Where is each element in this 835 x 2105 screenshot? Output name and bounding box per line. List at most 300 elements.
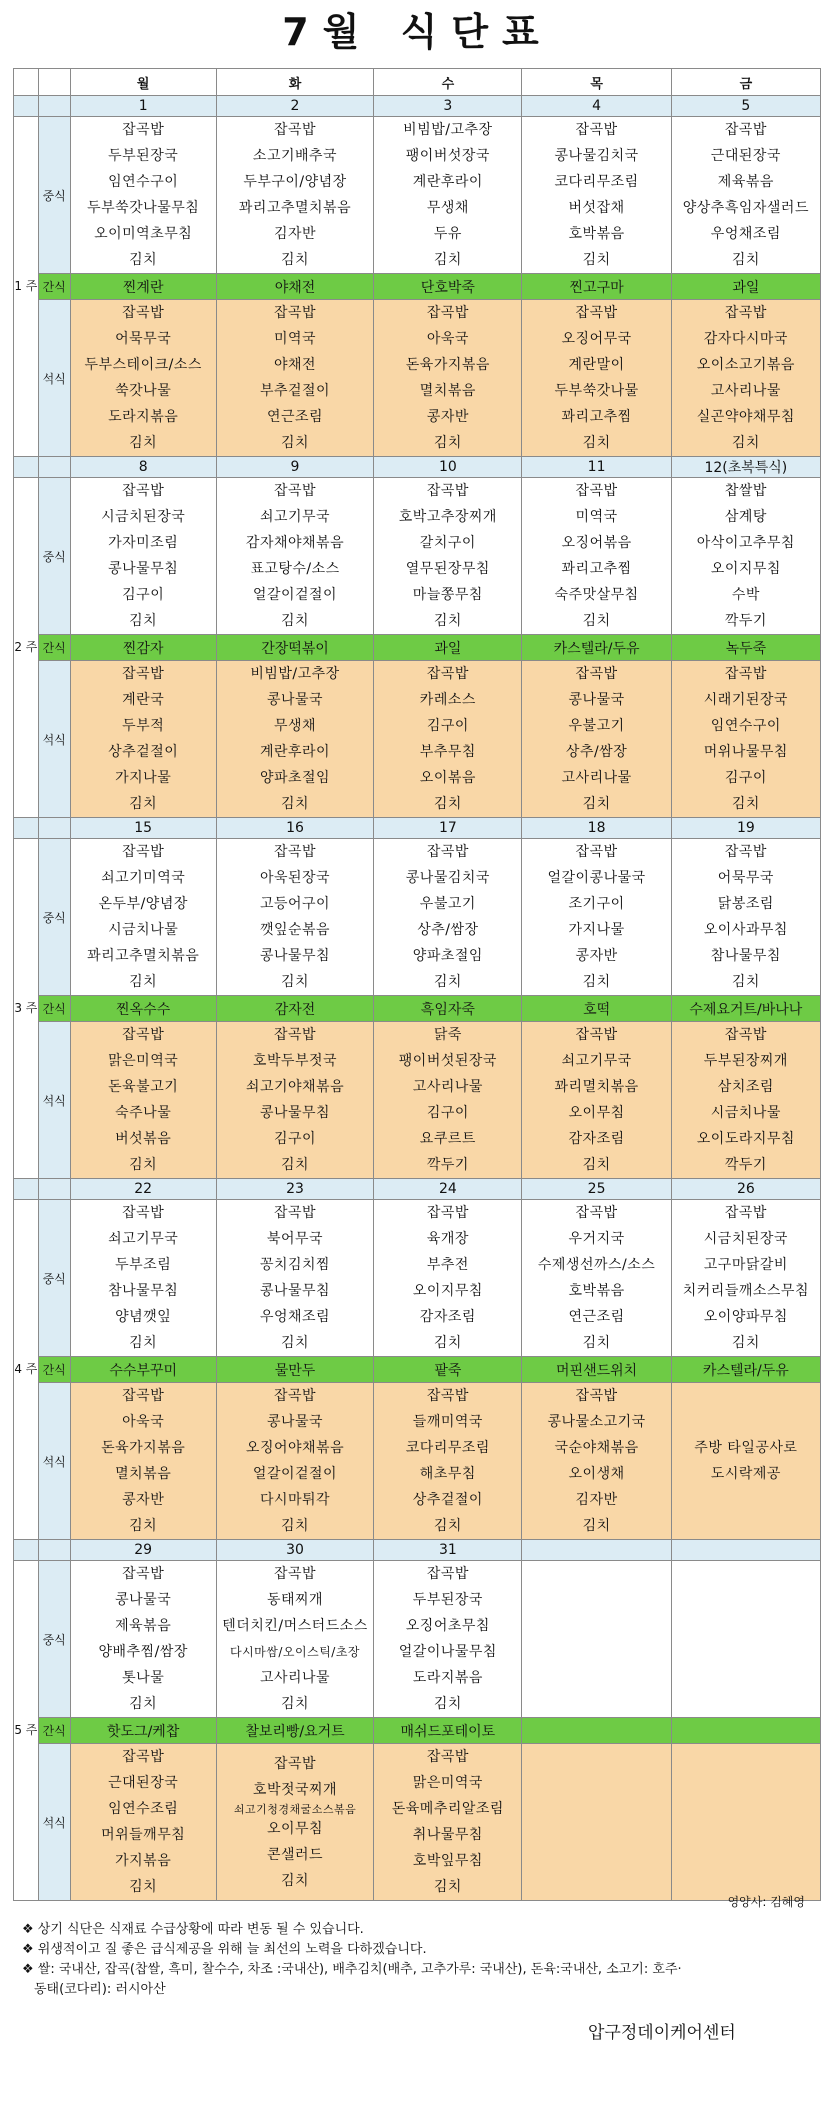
menu-item: 김치 [433, 1879, 462, 1895]
date-cell: 12(초복특식) [671, 457, 820, 478]
menu-item: 조기구이 [568, 896, 625, 912]
menu-item: 김치 [129, 613, 158, 629]
menu-item: 해초무침 [419, 1466, 476, 1482]
menu-item: 오이생채 [568, 1466, 625, 1482]
snack-menu-cell: 찰보리빵/요거트 [216, 1718, 373, 1744]
week-label: 4 주 [14, 1200, 39, 1540]
menu-item: 오이사과무침 [703, 922, 788, 938]
menu-item: 가지나물 [115, 770, 172, 786]
menu-item: 김구이 [273, 1131, 317, 1147]
lunch-menu-cell [522, 839, 671, 996]
menu-item: 김치 [582, 252, 611, 268]
menu-item: 김치 [731, 1335, 760, 1351]
menu-item: 오이무침 [568, 1105, 625, 1121]
snack-menu-cell: 카스텔라/두유 [522, 635, 671, 661]
menu-item: 고사리나물 [259, 1670, 331, 1686]
menu-item: 두부적 [122, 718, 165, 734]
dinner-menu-cell [374, 661, 522, 818]
snack-menu-cell: 찐감자 [70, 635, 216, 661]
page-title: 7월 식단표 [282, 10, 553, 54]
dinner-menu-cell [70, 1022, 216, 1179]
menu-item: 숙주맛살무침 [554, 587, 639, 603]
menu-item: 콩나물소고기국 [547, 1414, 646, 1430]
menu-item: 두부된장찌개 [703, 1053, 788, 1069]
menu-item: 깻잎순볶음 [259, 922, 331, 938]
day-header: 월 [70, 69, 216, 96]
menu-item: 머위들깨무침 [101, 1827, 186, 1843]
menu-item: 아욱국 [426, 331, 469, 347]
menu-item: 시금치나물 [108, 922, 179, 938]
lunch-menu-cell [522, 117, 671, 274]
menu-item: 잡곡밥 [426, 1566, 469, 1582]
menu-item: 얼갈이겉절이 [252, 587, 338, 603]
date-row-blank [38, 818, 70, 839]
menu-item: 계란후라이 [412, 174, 483, 190]
center-name: 압구정데이케어센터 [588, 2023, 736, 2043]
menu-item: 부추겉절이 [259, 383, 331, 399]
menu-item: 양파초절임 [259, 770, 331, 786]
menu-item: 맑은미역국 [412, 1775, 483, 1791]
menu-item: 두부구이/양념장 [243, 174, 347, 190]
dinner-menu-cell [70, 1383, 216, 1540]
menu-item: 오징어볶음 [561, 535, 632, 551]
dinner-notice-line: 주방 타일공사로 [694, 1440, 798, 1456]
dinner-menu-cell [70, 661, 216, 818]
lunch-row [14, 117, 821, 274]
menu-item: 아욱된장국 [259, 870, 331, 886]
lunch-menu-cell [522, 478, 671, 635]
menu-item: 잡곡밥 [122, 483, 165, 499]
menu-item: 연근조림 [266, 409, 324, 425]
menu-item: 맑은미역국 [108, 1053, 179, 1069]
dinner-menu-cell [216, 1744, 373, 1901]
menu-table [13, 68, 821, 1901]
menu-item: 시래기된장국 [703, 692, 788, 708]
menu-item: 우엉채조림 [259, 1309, 331, 1325]
menu-item: 미역국 [575, 509, 618, 525]
snack-menu-cell: 야채전 [216, 274, 373, 300]
menu-item: 김치 [129, 252, 158, 268]
lunch-menu-cell [216, 839, 373, 996]
menu-item: 오이지무침 [412, 1283, 483, 1299]
menu-item: 고등어구이 [259, 896, 331, 912]
empty-menu-cell [522, 1744, 671, 1901]
menu-item: 김치 [433, 1696, 462, 1712]
menu-item: 열무된장무침 [405, 561, 490, 577]
menu-item: 김치 [433, 252, 462, 268]
menu-item: 잡곡밥 [273, 1205, 317, 1221]
menu-item: 제육볶음 [717, 174, 774, 190]
date-row [14, 96, 821, 117]
menu-item: 상추겉절이 [412, 1492, 483, 1508]
date-cell: 17 [374, 818, 522, 839]
day-header: 목 [522, 69, 671, 96]
menu-item: 시금치나물 [710, 1105, 781, 1121]
date-cell: 10 [374, 457, 522, 478]
menu-item: 깍두기 [426, 1157, 469, 1173]
menu-item: 찹쌀밥 [724, 483, 767, 499]
date-cell: 31 [374, 1540, 522, 1561]
menu-item: 잡곡밥 [122, 844, 165, 860]
menu-item: 우불고기 [419, 896, 476, 912]
day-header: 금 [671, 69, 820, 96]
menu-item: 깍두기 [724, 613, 767, 629]
menu-item: 오징어무국 [561, 331, 632, 347]
date-cell: 24 [374, 1179, 522, 1200]
menu-item: 잡곡밥 [122, 1566, 165, 1582]
menu-item: 계란국 [122, 692, 165, 708]
lunch-menu-cell [522, 1200, 671, 1357]
menu-item: 호박볶음 [568, 1283, 625, 1299]
menu-item: 부추무침 [419, 744, 476, 760]
menu-item: 김치 [433, 1518, 462, 1534]
lunch-menu-cell [70, 1561, 216, 1718]
menu-item: 김치 [731, 974, 760, 990]
snack-menu-cell: 찐고구마 [522, 274, 671, 300]
menu-item: 야채전 [273, 357, 317, 373]
menu-item: 양파초절임 [412, 948, 483, 964]
note-line: ❖ 상기 식단은 식재료 수급상황에 따라 변동 될 수 있습니다. [22, 1922, 364, 1937]
snack-row [14, 274, 821, 300]
menu-item: 잡곡밥 [426, 1388, 469, 1404]
week-label: 3 주 [14, 839, 39, 1179]
week-label: 2 주 [14, 478, 39, 818]
dinner-menu-cell [522, 661, 671, 818]
lunch-menu-cell [671, 839, 820, 996]
menu-item: 김치 [280, 1335, 310, 1351]
menu-item: 두부스테이크/소스 [84, 357, 202, 373]
date-cell: 1 [70, 96, 216, 117]
lunch-label: 중식 [38, 839, 70, 996]
menu-item: 잡곡밥 [575, 1205, 618, 1221]
menu-item: 호박고추장찌개 [398, 509, 497, 525]
menu-item: 김치 [433, 796, 462, 812]
snack-menu-cell: 감자전 [216, 996, 373, 1022]
dinner-menu-cell [522, 300, 671, 457]
snack-menu-cell: 흑임자죽 [374, 996, 522, 1022]
menu-item: 콩자반 [426, 409, 469, 425]
date-cell [671, 1540, 820, 1561]
date-cell: 3 [374, 96, 522, 117]
dinner-menu-cell [374, 1744, 522, 1901]
menu-table-body [14, 69, 821, 1901]
menu-item: 양념깻잎 [115, 1309, 172, 1325]
menu-item: 잡곡밥 [122, 1027, 165, 1043]
date-cell: 9 [216, 457, 373, 478]
menu-item: 부추전 [426, 1257, 469, 1273]
menu-item: 시금치된장국 [101, 509, 186, 525]
menu-item: 호박두부젓국 [252, 1053, 338, 1069]
menu-item: 임연수구이 [108, 174, 179, 190]
dinner-label: 석식 [38, 1744, 70, 1901]
menu-item: 콩나물김치국 [405, 870, 490, 886]
dinner-menu-cell [374, 1022, 522, 1179]
snack-menu-cell: 카스텔라/두유 [671, 1357, 820, 1383]
menu-item: 꽈리고추찜 [561, 409, 632, 425]
menu-item: 잡곡밥 [724, 1205, 767, 1221]
menu-item: 상추/쌈장 [565, 744, 628, 760]
lunch-row [14, 1561, 821, 1718]
menu-item: 김치 [129, 1335, 158, 1351]
snack-row [14, 996, 821, 1022]
menu-item: 김치 [582, 1157, 611, 1173]
note-line: ❖ 쌀: 국내산, 잡곡(찹쌀, 흑미, 찰수수, 차조 :국내산), 배추김치(배추, 고추가루: 국내산), 돈육:국내산, 소고기: 호주· [22, 1962, 682, 1977]
snack-menu-cell: 찐계란 [70, 274, 216, 300]
menu-item: 들깨미역국 [412, 1414, 483, 1430]
menu-item: 비빔밥/고추장 [403, 122, 493, 138]
menu-item: 잡곡밥 [273, 1388, 317, 1404]
menu-item: 호박볶음 [568, 226, 625, 242]
corner-cell [38, 69, 70, 96]
menu-item: 잡곡밥 [426, 1205, 469, 1221]
menu-item: 고사리나물 [412, 1079, 483, 1095]
menu-item: 삼계탕 [724, 509, 767, 525]
menu-item: 돈육불고기 [108, 1079, 179, 1095]
menu-item: 임연수조림 [108, 1801, 179, 1817]
menu-item: 버섯잡채 [568, 200, 625, 216]
menu-item: 김구이 [724, 770, 767, 786]
lunch-row [14, 478, 821, 635]
date-cell: 2 [216, 96, 373, 117]
menu-item: 꽁치김치찜 [259, 1257, 331, 1273]
snack-row [14, 1718, 821, 1744]
lunch-menu-cell [374, 478, 522, 635]
menu-item: 톳나물 [122, 1670, 165, 1686]
menu-item: 잡곡밥 [426, 844, 469, 860]
date-cell: 26 [671, 1179, 820, 1200]
menu-item: 취나물무침 [412, 1827, 483, 1843]
menu-item: 김치 [129, 435, 158, 451]
menu-item: 얼갈이겉절이 [252, 1466, 338, 1482]
menu-item: 김치 [731, 435, 760, 451]
menu-item: 제육볶음 [115, 1618, 172, 1634]
snack-menu-cell: 과일 [671, 274, 820, 300]
dinner-menu-cell [374, 1383, 522, 1540]
menu-item: 멸치볶음 [419, 383, 476, 399]
empty-snack-cell [671, 1718, 820, 1744]
menu-item: 콩나물국 [266, 692, 324, 708]
menu-item: 호박젓국찌개 [252, 1781, 338, 1798]
date-cell: 25 [522, 1179, 671, 1200]
menu-item: 김치 [280, 1872, 310, 1889]
date-cell: 11 [522, 457, 671, 478]
date-row-blank [38, 1540, 70, 1561]
menu-item: 콩나물무침 [259, 948, 331, 964]
dinner-notice-line: 도시락제공 [710, 1466, 781, 1482]
menu-item: 잡곡밥 [724, 844, 767, 860]
menu-item: 꽈리고추멸치볶음 [238, 200, 352, 216]
menu-item: 김구이 [426, 718, 469, 734]
menu-item: 도라지볶음 [108, 409, 179, 425]
menu-item: 국순야채볶음 [554, 1440, 639, 1456]
snack-menu-cell: 머핀샌드위치 [522, 1357, 671, 1383]
menu-item: 김치 [280, 1696, 310, 1712]
snack-menu-cell: 간장떡볶이 [216, 635, 373, 661]
menu-item: 갈치구이 [419, 535, 476, 551]
menu-item: 잡곡밥 [273, 1027, 317, 1043]
menu-item: 육개장 [426, 1231, 469, 1247]
menu-item: 우엉채조림 [710, 226, 781, 242]
menu-item: 표고탕수/소스 [250, 561, 340, 577]
dinner-menu-cell [216, 1022, 373, 1179]
menu-item: 감자다시마국 [703, 331, 788, 347]
menu-item: 김치 [129, 974, 158, 990]
menu-item: 콩나물무침 [259, 1283, 331, 1299]
dinner-menu-cell [216, 300, 373, 457]
empty-menu-cell [671, 1744, 820, 1901]
date-row-blank [38, 1179, 70, 1200]
menu-item: 김치 [129, 1879, 158, 1895]
dinner-row [14, 1022, 821, 1179]
date-cell: 8 [70, 457, 216, 478]
menu-item: 김치 [280, 252, 310, 268]
snack-row [14, 635, 821, 661]
menu-item: 쇠고기청경채굴소스볶음 [233, 1802, 357, 1816]
date-row [14, 457, 821, 478]
menu-item: 잡곡밥 [273, 1755, 317, 1772]
menu-item: 잡곡밥 [724, 666, 767, 682]
menu-item: 치커리들깨소스무침 [682, 1283, 809, 1299]
menu-item: 꽈리고추찜 [561, 561, 632, 577]
day-header: 수 [374, 69, 522, 96]
date-cell [522, 1540, 671, 1561]
menu-item: 북어무국 [266, 1231, 324, 1247]
menu-item: 팽이버섯장국 [405, 148, 490, 164]
menu-item: 돈육가지볶음 [405, 357, 490, 373]
menu-item: 요쿠르트 [419, 1131, 476, 1147]
snack-menu-cell: 핫도그/케찹 [70, 1718, 216, 1744]
menu-item: 두부조림 [115, 1257, 172, 1273]
date-row-blank [14, 1540, 39, 1561]
menu-item: 잡곡밥 [724, 122, 767, 138]
menu-item: 얼갈이나물무침 [398, 1644, 497, 1660]
menu-item: 잡곡밥 [575, 122, 618, 138]
menu-item: 김치 [582, 1518, 611, 1534]
menu-item: 우불고기 [568, 718, 625, 734]
menu-item: 잡곡밥 [273, 305, 317, 321]
menu-item: 잡곡밥 [426, 666, 469, 682]
menu-item: 계란말이 [568, 357, 625, 373]
empty-snack-cell [522, 1718, 671, 1744]
empty-menu-cell [671, 1561, 820, 1718]
snack-menu-cell: 수제요거트/바나나 [671, 996, 820, 1022]
menu-item: 꽈리고추멸치볶음 [87, 948, 200, 964]
menu-item: 잡곡밥 [273, 844, 317, 860]
menu-item: 숙주나물 [115, 1105, 172, 1121]
menu-item: 오이양파무침 [703, 1309, 788, 1325]
note-line: ❖ 위생적이고 질 좋은 급식제공을 위해 늘 최선의 노력을 다하겠습니다. [22, 1942, 427, 1957]
menu-item: 동태찌개 [266, 1592, 324, 1608]
menu-item: 수제생선까스/소스 [537, 1257, 656, 1273]
menu-item: 콩자반 [575, 948, 618, 964]
menu-item: 김치 [582, 796, 611, 812]
menu-item: 팽이버섯된장국 [398, 1053, 497, 1069]
lunch-label: 중식 [38, 117, 70, 274]
dinner-menu-cell [374, 300, 522, 457]
menu-item: 잡곡밥 [575, 844, 618, 860]
menu-item: 쇠고기무국 [561, 1053, 632, 1069]
menu-item: 소고기배추국 [252, 148, 338, 164]
menu-item: 다시마튀각 [259, 1492, 331, 1508]
menu-item: 김자반 [575, 1492, 618, 1508]
menu-item: 콩나물국 [115, 1592, 172, 1608]
menu-item: 양상추흑임자샐러드 [682, 200, 809, 216]
menu-item: 김치 [582, 1335, 611, 1351]
menu-item: 잡곡밥 [426, 305, 469, 321]
menu-item: 고사리나물 [710, 383, 781, 399]
menu-item: 코다리무조림 [554, 174, 639, 190]
menu-item: 도라지볶음 [412, 1670, 483, 1686]
menu-item: 김치 [129, 796, 158, 812]
lunch-menu-cell [374, 117, 522, 274]
menu-item: 실곤약야채무침 [696, 409, 795, 425]
menu-item: 오이볶음 [419, 770, 476, 786]
dinner-notice-cell [671, 1383, 820, 1540]
dinner-menu-cell [671, 661, 820, 818]
menu-item: 상추겉절이 [108, 744, 179, 760]
snack-label: 간식 [38, 1357, 70, 1383]
menu-item: 콘샐러드 [266, 1846, 324, 1863]
menu-item: 호박잎무침 [412, 1853, 483, 1869]
menu-item: 두유 [433, 226, 462, 242]
date-row-blank [38, 96, 70, 117]
menu-item: 근대된장국 [710, 148, 781, 164]
menu-item: 아삭이고추무침 [696, 535, 795, 551]
menu-item: 쑥갓나물 [115, 383, 172, 399]
menu-item: 아욱국 [122, 1414, 165, 1430]
dinner-menu-cell [522, 1383, 671, 1540]
menu-item: 고구마닭갈비 [703, 1257, 788, 1273]
menu-item: 오징어야채볶음 [245, 1440, 345, 1456]
menu-item: 잡곡밥 [724, 1027, 767, 1043]
dinner-menu-cell [70, 300, 216, 457]
menu-item: 김치 [433, 1335, 462, 1351]
menu-item: 수박 [731, 587, 760, 603]
lunch-label: 중식 [38, 478, 70, 635]
lunch-menu-cell [216, 1561, 373, 1718]
menu-item: 무생채 [426, 200, 469, 216]
menu-item: 오이도라지무침 [696, 1131, 795, 1147]
date-row-blank [14, 1179, 39, 1200]
menu-item: 돈육가지볶음 [101, 1440, 186, 1456]
menu-item: 잡곡밥 [273, 483, 317, 499]
menu-item: 참나물무침 [710, 948, 781, 964]
menu-item: 닭봉조림 [717, 896, 774, 912]
date-row [14, 818, 821, 839]
menu-item: 김치 [280, 796, 310, 812]
menu-item: 김구이 [122, 587, 165, 603]
snack-menu-cell: 과일 [374, 635, 522, 661]
menu-item: 오이미역초무침 [94, 226, 193, 242]
menu-item: 돈육메추리알조림 [391, 1801, 504, 1817]
snack-menu-cell: 단호박죽 [374, 274, 522, 300]
snack-menu-cell: 물만두 [216, 1357, 373, 1383]
menu-item: 잡곡밥 [273, 1566, 317, 1582]
menu-item: 비빔밥/고추장 [250, 666, 340, 682]
date-row-blank [14, 457, 39, 478]
menu-item: 김치 [582, 435, 611, 451]
menu-item: 김치 [280, 1518, 310, 1534]
menu-item: 깍두기 [724, 1157, 767, 1173]
menu-item: 가지볶음 [115, 1853, 172, 1869]
date-cell: 5 [671, 96, 820, 117]
menu-item: 잡곡밥 [575, 483, 618, 499]
lunch-menu-cell [216, 1200, 373, 1357]
menu-item: 양배추찜/쌈장 [98, 1644, 188, 1660]
menu-item: 김치 [582, 974, 611, 990]
menu-item: 김치 [731, 796, 760, 812]
menu-item: 잡곡밥 [575, 1027, 618, 1043]
